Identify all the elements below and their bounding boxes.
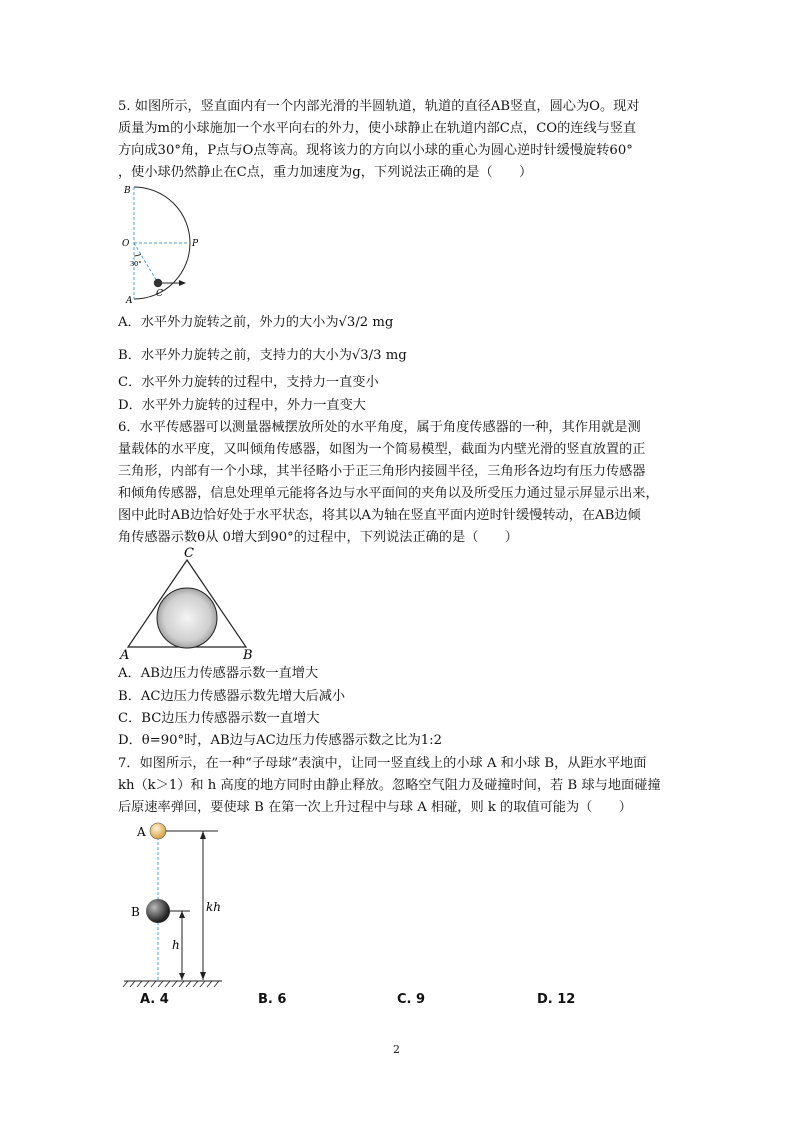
q5-line: ，使小球仍然静止在C点，重力加速度为g，下列说法正确的是（ ）: [118, 165, 533, 180]
label-p: P: [192, 239, 199, 249]
q5-option-b: B．水平外力旋转之前，支持力的大小为√3/3 mg: [118, 348, 407, 363]
question-7-stem: [118, 753, 678, 819]
q5-semicircle-figure: [112, 184, 208, 306]
label-a: A: [120, 648, 130, 662]
q6-option-a: A．AB边压力传感器示数一直增大: [118, 666, 319, 681]
label-b: B: [243, 648, 253, 662]
q6-option-b: B．AC边压力传感器示数先增大后减小: [118, 689, 346, 704]
question-5-stem: [118, 96, 678, 184]
q5-option-d: D．水平外力旋转的过程中，外力一直变大: [118, 398, 366, 413]
label-c: C: [156, 289, 163, 299]
q7-drop-figure: [120, 818, 230, 996]
ball-b: [146, 899, 170, 923]
q7-line: 7．如图所示，在一种“子母球”表演中，让同一竖直线上的小球 A 和小球 B，从距水平地面: [118, 756, 647, 771]
q5-line: 5. 如图所示，竖直面内有一个内部光滑的半圆轨道，轨道的直径AB竖直，圆心为O。现对: [118, 99, 640, 114]
q7-line: kh（k＞1）和 h 高度的地方同时由静止释放。忽略空气阻力及碰撞时间，若 B 球与地面碰撞: [118, 778, 661, 793]
label-kh: kh: [206, 900, 221, 914]
label-o: O: [122, 239, 130, 249]
q6-line: 6．水平传感器可以测量器械摆放所处的水平角度，属于角度传感器的一种，其作用就是测: [118, 420, 641, 435]
ball-c: [154, 279, 162, 287]
q6-line: 角传感器示数θ从 0增大到90°的过程中，下列说法正确的是（ ）: [118, 530, 518, 545]
page-number: 2: [393, 1043, 400, 1056]
label-a: A: [137, 825, 146, 839]
label-c: C: [184, 546, 194, 561]
q7-answer-a: A. 4: [140, 992, 169, 1007]
q7-answer-c: C. 9: [397, 992, 426, 1007]
q6-option-c: C．BC边压力传感器示数一直增大: [118, 711, 320, 726]
q7-line: 后原速率弹回，要使球 B 在第一次上升过程中与球 A 相碰，则 k 的取值可能为（ ）: [118, 800, 632, 815]
q6-triangle-figure: [118, 546, 258, 662]
label-h: h: [172, 938, 180, 952]
q6-option-d: D．θ=90°时，AB边与AC边压力传感器示数之比为1:2: [118, 733, 442, 748]
label-b: B: [131, 905, 140, 919]
inner-ball: [157, 588, 217, 648]
label-b: B: [124, 186, 131, 196]
q5-option-a: A．水平外力旋转之前，外力的大小为√3/2 mg: [118, 315, 394, 330]
q6-line: 量载体的水平度，又叫倾角传感器，如图为一个简易模型，截面为内壁光滑的竖直放置的正: [118, 442, 646, 457]
question-6-stem: [118, 417, 678, 549]
q6-line: 三角形，内部有一个小球，其半径略小于正三角形内接圆半径，三角形各边均有压力传感器: [118, 464, 646, 479]
q6-line: 图中此时AB边恰好处于水平状态，将其以A为轴在竖直平面内逆时针缓慢转动，在AB边倾: [118, 508, 641, 523]
q7-answer-b: B. 6: [258, 992, 287, 1007]
q5-line: 质量为m的小球施加一个水平向右的外力，使小球静止在轨道内部C点，CO的连线与竖直: [118, 121, 637, 136]
label-angle: 30°: [130, 260, 142, 268]
q7-answer-d: D. 12: [537, 992, 576, 1007]
q5-line: 方向成30°角，P点与O点等高。现将该力的方向以小球的重心为圆心逆时针缓慢旋转60°: [118, 143, 633, 158]
q5-option-c: C．水平外力旋转的过程中，支持力一直变小: [118, 375, 379, 390]
q6-line: 和倾角传感器，信息处理单元能将各边与水平面间的夹角以及所受压力通过显示屏显示出来，: [118, 486, 659, 501]
ball-a: [150, 823, 166, 839]
label-a: A: [126, 296, 133, 306]
